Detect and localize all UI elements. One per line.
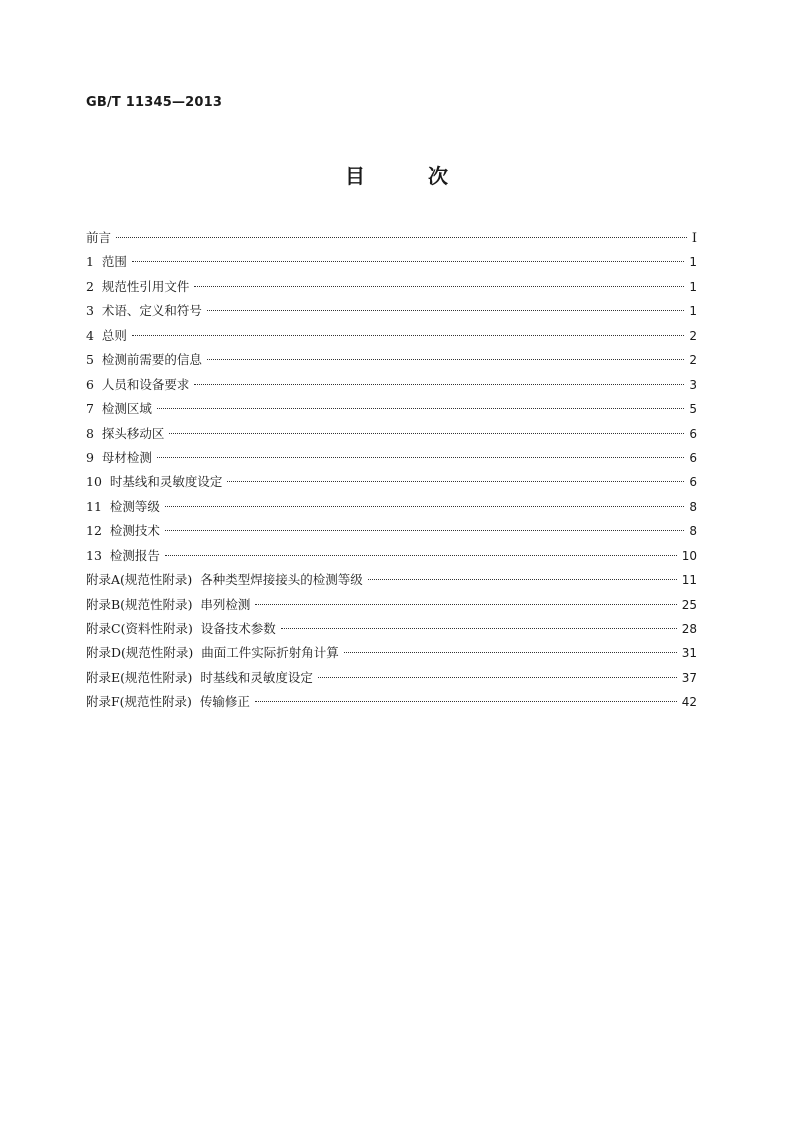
toc-entry-label: 4 总则 [86,327,127,343]
toc-entry[interactable] [86,690,697,714]
toc-entry-label: 附录A(规范性附录) 各种类型焊接接头的检测等级 [86,572,363,588]
toc-dot-leader [227,481,684,482]
toc-entry-label: 10 时基线和灵敏度设定 [86,474,223,490]
toc-entry-label: 8 探头移动区 [86,425,165,441]
toc-dot-leader [116,237,687,238]
toc-page-number: 8 [689,524,697,539]
toc-entry[interactable] [86,275,697,299]
toc-dot-leader [344,652,677,653]
toc-page-number: 1 [689,304,697,319]
toc-page-number: 25 [681,597,697,612]
toc-dot-leader [255,604,676,605]
toc-dot-leader [169,433,684,434]
toc-entry-label: 附录E(规范性附录) 时基线和灵敏度设定 [86,669,313,685]
toc-entry[interactable] [86,544,697,568]
toc-dot-leader [281,628,677,629]
toc-entry-label: 前言 [86,230,112,245]
toc-entry[interactable] [86,617,697,641]
toc-entry[interactable] [86,495,697,519]
toc-entry-label: 2 规范性引用文件 [86,278,190,294]
toc-entry[interactable] [86,519,697,543]
toc-entry-label: 13 检测报告 [86,547,160,563]
toc-page-number: 2 [689,328,697,343]
toc-entry-label: 1 范围 [86,254,127,270]
toc-entry[interactable] [86,373,697,397]
toc-entry[interactable] [86,324,697,348]
toc-page-number: Ⅰ [691,231,697,246]
toc-page-number: 6 [689,426,697,441]
toc-dot-leader [157,457,684,458]
toc-page-number: 8 [689,499,697,514]
toc-dot-leader [368,579,677,580]
toc-page-number: 28 [681,622,697,636]
toc-entry[interactable] [86,250,697,274]
toc-entry-label: 附录C(资料性附录) 设备技术参数 [86,621,276,636]
toc-entry-label: 附录F(规范性附录) 传输修正 [86,694,250,710]
toc-page-number: 31 [681,646,697,661]
toc-entry-label: 9 母材检测 [86,449,152,465]
toc-dot-leader [318,677,677,678]
toc-entry[interactable] [86,397,697,421]
toc-entry[interactable] [86,299,697,323]
toc-dot-leader [165,530,685,531]
toc-dot-leader [255,701,677,702]
toc-entry-label: 12 检测技术 [86,523,160,539]
toc-dot-leader [132,261,684,262]
toc-page-number: 10 [681,548,697,563]
toc-dot-leader [207,310,684,311]
toc-dot-leader [194,384,684,385]
toc-page-number: 5 [689,402,697,417]
toc-title: 目 次 [345,164,476,188]
toc-entry-label: 11 检测等级 [86,498,160,514]
toc-entry[interactable] [86,593,697,617]
toc-dot-leader [194,286,684,287]
toc-page-number: 2 [689,353,697,368]
toc-entry-label: 5 检测前需要的信息 [86,352,202,368]
toc-entry[interactable] [86,666,697,690]
toc-dot-leader [157,408,684,409]
standard-code-header: GB/T 11345—2013 [86,95,223,110]
toc-entry[interactable] [86,568,697,592]
toc-entry-label: 附录B(规范性附录) 串列检测 [86,596,251,612]
toc-entry[interactable] [86,226,697,250]
toc-dot-leader [207,359,684,360]
toc-entry-label: 附录D(规范性附录) 曲面工件实际折射角计算 [86,645,339,661]
toc-entry[interactable] [86,348,697,372]
toc-dot-leader [165,555,677,556]
toc-page-number: 6 [689,450,697,465]
toc-dot-leader [132,335,684,336]
toc-page-number: 42 [681,695,697,710]
toc-page-number: 11 [681,573,697,588]
toc-entry-label: 7 检测区域 [86,401,152,417]
toc-entry-label: 6 人员和设备要求 [86,376,190,392]
toc-entry[interactable] [86,446,697,470]
toc-entry[interactable] [86,470,697,494]
toc-dot-leader [165,506,685,507]
toc-page-number: 1 [689,279,697,294]
toc-page-number: 1 [689,255,697,270]
toc-page-number: 37 [681,670,697,685]
toc-page-number: 3 [689,377,697,392]
toc-entry-label: 3 术语、定义和符号 [86,303,202,319]
toc-entry[interactable] [86,641,697,665]
toc-page-number: 6 [689,475,697,490]
toc-list [86,226,697,715]
toc-entry[interactable] [86,422,697,446]
